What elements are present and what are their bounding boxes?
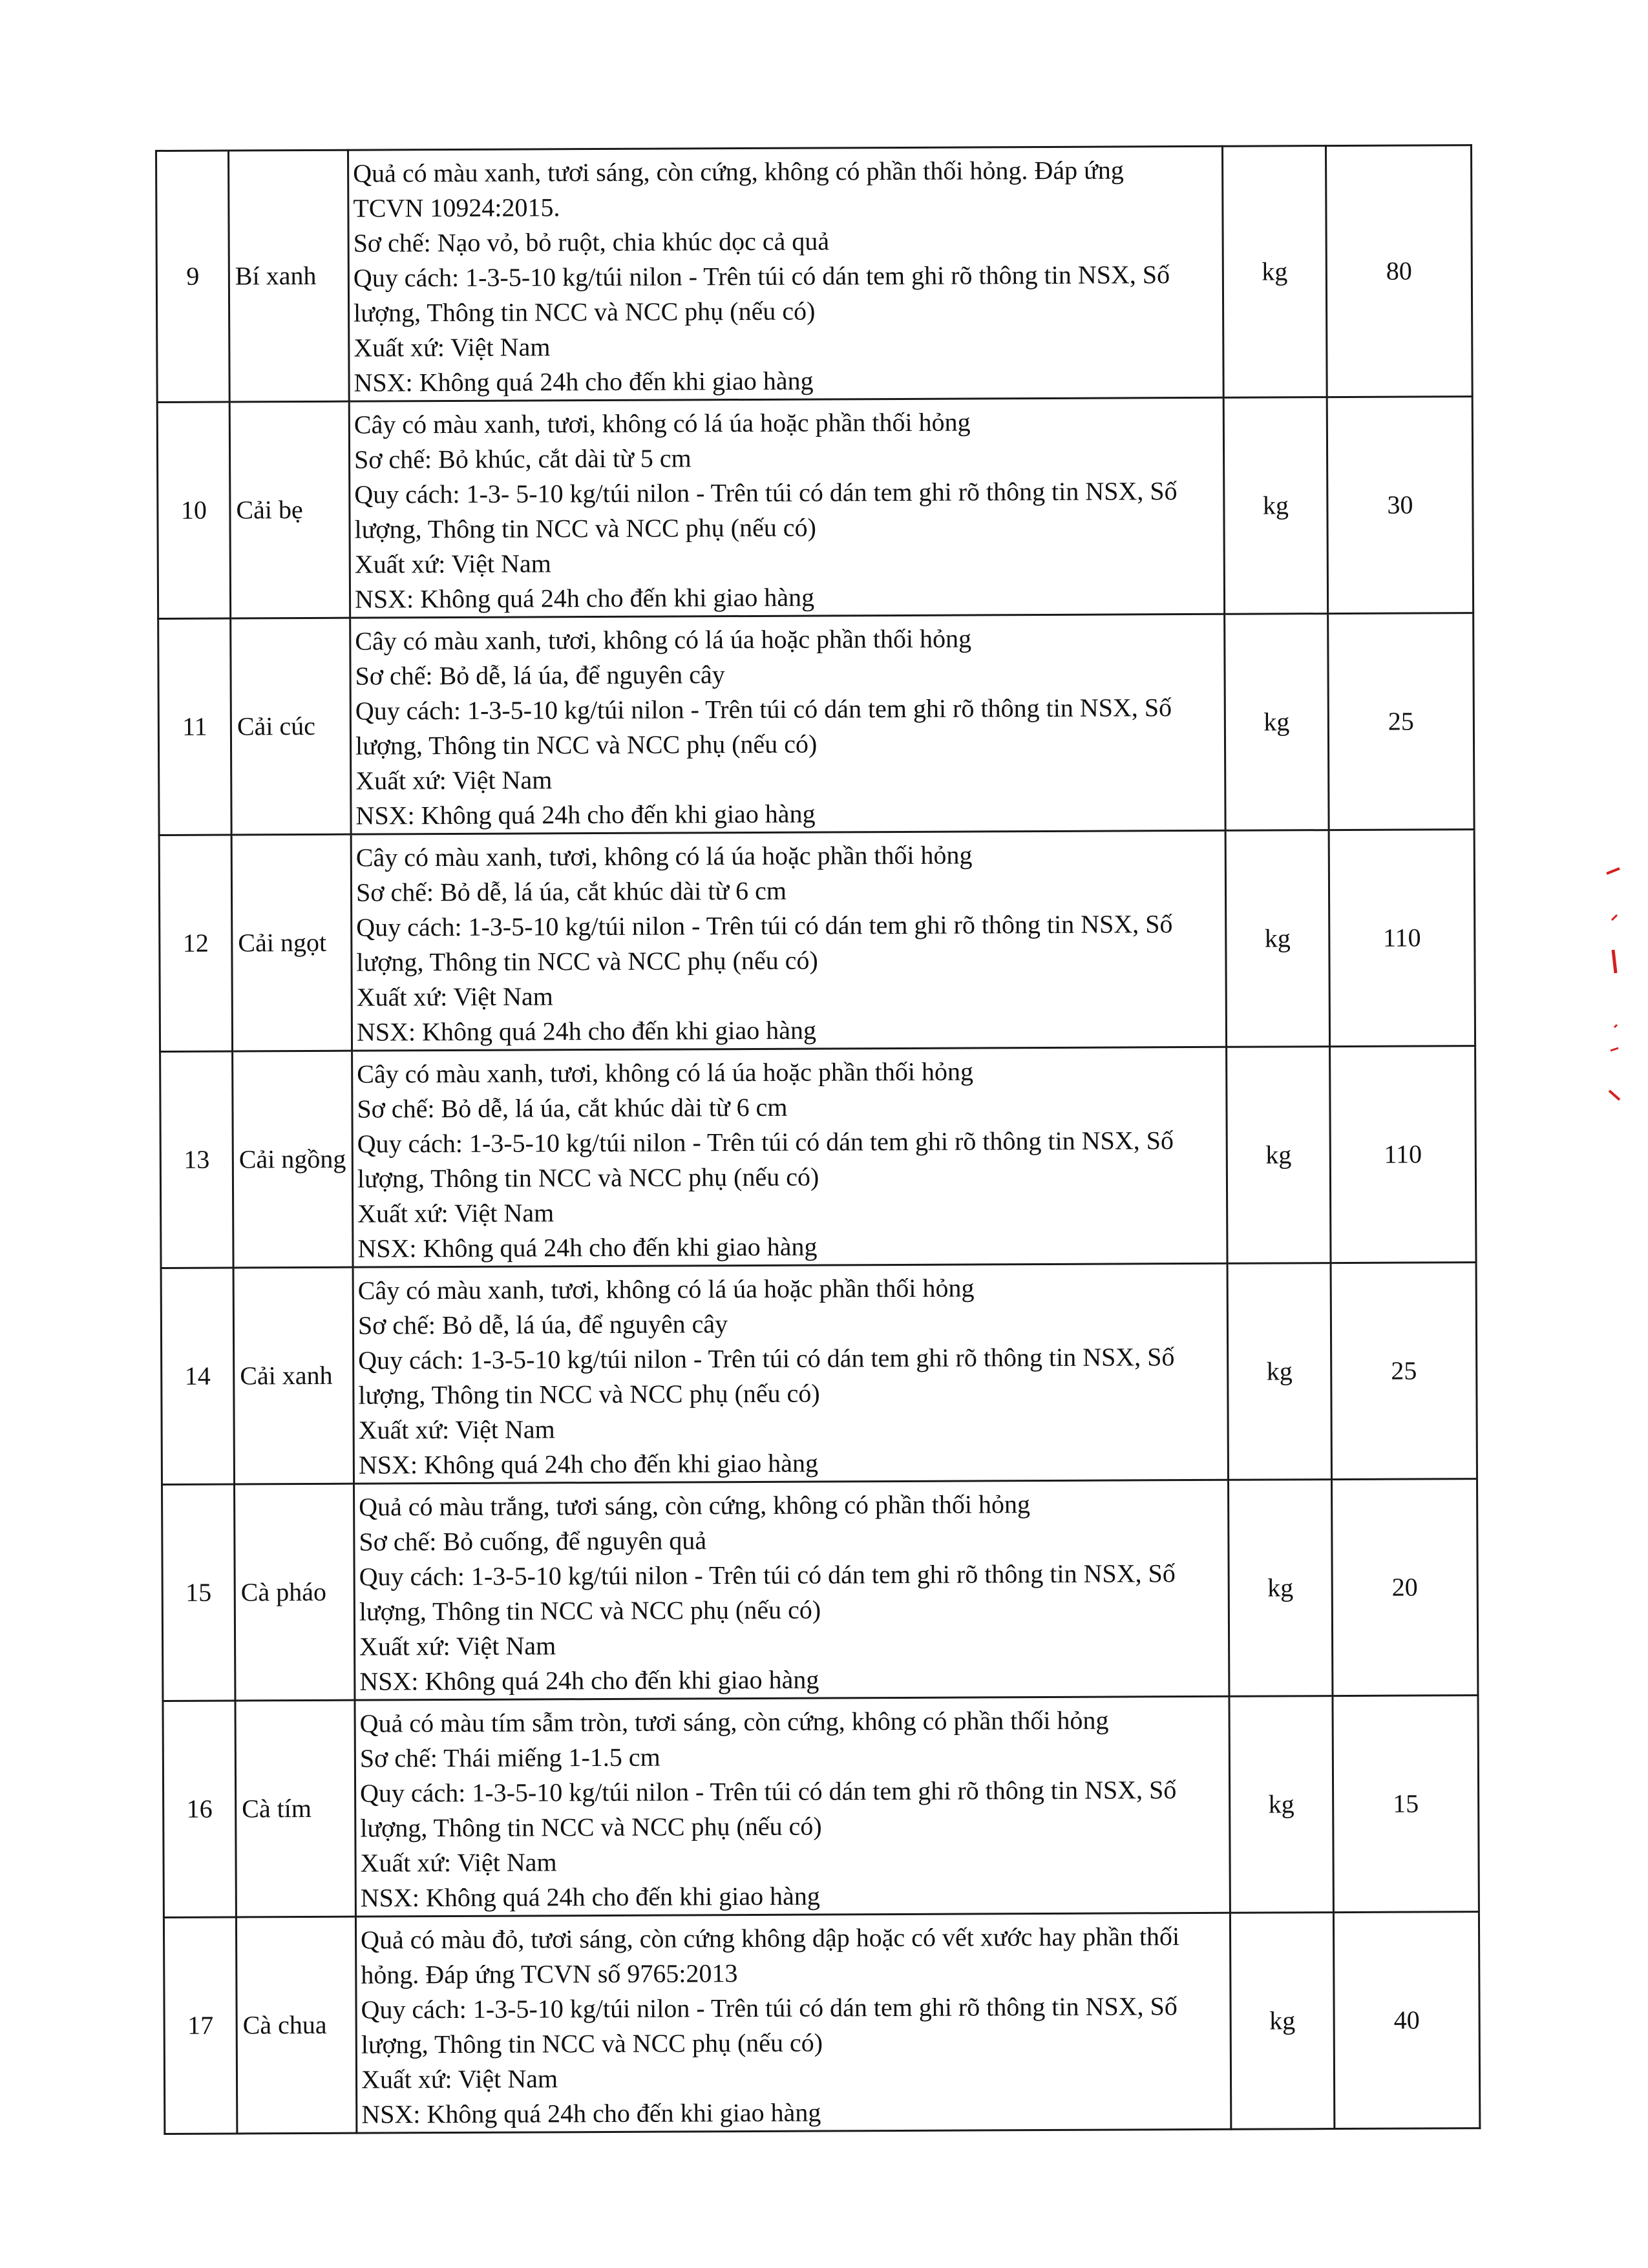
row-number: 14 xyxy=(161,1268,234,1484)
item-unit: kg xyxy=(1225,830,1329,1047)
table-row xyxy=(160,1046,1476,1268)
description-line: Quy cách: 1-3- 5-10 kg/túi nilon - Trên túi có dán tem ghi rõ thông tin NSX, Số xyxy=(354,476,1178,509)
item-quantity: 110 xyxy=(1330,1046,1476,1263)
item-quantity: 110 xyxy=(1329,830,1475,1047)
description-line: NSX: Không quá 24h cho đến khi giao hàng xyxy=(354,366,814,397)
description-line: Xuất xứ: Việt Nam xyxy=(354,549,551,579)
row-number: 10 xyxy=(157,402,230,618)
row-number: 16 xyxy=(163,1701,236,1917)
red-margin-marks xyxy=(1603,866,1629,1111)
description-line: lượng, Thông tin NCC và NCC phụ (nếu có) xyxy=(354,512,816,544)
description-line: NSX: Không quá 24h cho đến khi giao hàng xyxy=(354,582,815,614)
item-quantity: 15 xyxy=(1333,1696,1479,1913)
spec-table xyxy=(155,144,1481,2135)
table-row xyxy=(162,1479,1478,1701)
row-number: 9 xyxy=(156,151,230,402)
description-line: NSX: Không quá 24h cho đến khi giao hàng xyxy=(360,1881,820,1913)
table-row xyxy=(157,397,1473,619)
item-quantity: 30 xyxy=(1327,397,1473,614)
description-line: Sơ chế: Thái miếng 1-1.5 cm xyxy=(359,1742,660,1773)
table-row xyxy=(156,145,1473,403)
item-name: Cải xanh xyxy=(233,1267,354,1484)
item-name: Cải ngọt xyxy=(231,834,352,1051)
description-line: Sơ chế: Bỏ dễ, lá úa, để nguyên cây xyxy=(357,1309,728,1340)
description-line: Quy cách: 1-3-5-10 kg/túi nilon - Trên túi có dán tem ghi rõ thông tin NSX, Số xyxy=(359,1559,1176,1591)
description-line: Xuất xứ: Việt Nam xyxy=(356,982,553,1012)
item-description xyxy=(355,1913,1231,2133)
description-line: Quy cách: 1-3-5-10 kg/túi nilon - Trên túi có dán tem ghi rõ thông tin NSX, Số xyxy=(353,260,1170,293)
description-line: Quy cách: 1-3-5-10 kg/túi nilon - Trên túi có dán tem ghi rõ thông tin NSX, Số xyxy=(361,1991,1178,2024)
row-number: 13 xyxy=(160,1051,233,1268)
description-line: lượng, Thông tin NCC và NCC phụ (nếu có) xyxy=(355,729,818,761)
description-line: Xuất xứ: Việt Nam xyxy=(358,1414,555,1445)
item-quantity: 20 xyxy=(1331,1479,1477,1696)
description-line: Quy cách: 1-3-5-10 kg/túi nilon - Trên túi có dán tem ghi rõ thông tin NSX, Số xyxy=(355,693,1172,726)
description-line: lượng, Thông tin NCC và NCC phụ (nếu có) xyxy=(354,296,816,328)
description-line: Cây có màu xanh, tươi, không có lá úa hoặc phần thối hỏng xyxy=(355,840,973,872)
description-line: lượng, Thông tin NCC và NCC phụ (nếu có) xyxy=(357,1162,819,1193)
item-name: Cải cúc xyxy=(231,618,351,835)
description-line: NSX: Không quá 24h cho đến khi giao hàng xyxy=(359,1664,819,1696)
item-unit: kg xyxy=(1227,1047,1331,1264)
description-line: Quả có màu đỏ, tươi sáng, còn cứng không dập hoặc có vết xước hay phần thối xyxy=(360,1922,1180,1955)
description-line: Quy cách: 1-3-5-10 kg/túi nilon - Trên túi có dán tem ghi rõ thông tin NSX, Số xyxy=(358,1342,1175,1375)
description-line: NSX: Không quá 24h cho đến khi giao hàng xyxy=(361,2097,821,2129)
description-line: lượng, Thông tin NCC và NCC phụ (nếu có) xyxy=(356,945,818,977)
item-name: Cà chua xyxy=(236,1916,356,2134)
item-quantity: 80 xyxy=(1326,145,1472,397)
row-number: 15 xyxy=(162,1484,235,1701)
item-description xyxy=(355,1696,1230,1916)
description-line: lượng, Thông tin NCC và NCC phụ (nếu có) xyxy=(361,2028,823,2059)
description-line: lượng, Thông tin NCC và NCC phụ (nếu có) xyxy=(359,1595,821,1626)
description-line: TCVN 10924:2015. xyxy=(353,193,560,223)
item-quantity: 25 xyxy=(1331,1263,1477,1480)
description-line: lượng, Thông tin NCC và NCC phụ (nếu có) xyxy=(358,1378,820,1410)
item-description xyxy=(349,397,1224,618)
description-line: NSX: Không quá 24h cho đến khi giao hàng xyxy=(357,1232,818,1263)
item-unit: kg xyxy=(1229,1696,1333,1913)
item-quantity: 40 xyxy=(1333,1912,1479,2129)
item-description xyxy=(351,830,1226,1051)
item-unit: kg xyxy=(1228,1480,1332,1697)
table-row xyxy=(163,1696,1479,1918)
description-line: Cây có màu xanh, tươi, không có lá úa hoặc phần thối hỏng xyxy=(354,407,971,439)
description-line: Sơ chế: Bỏ khúc, cắt dài từ 5 cm xyxy=(354,443,692,474)
description-line: Quy cách: 1-3-5-10 kg/túi nilon - Trên túi có dán tem ghi rõ thông tin NSX, Số xyxy=(357,1126,1174,1159)
description-line: Quy cách: 1-3-5-10 kg/túi nilon - Trên túi có dán tem ghi rõ thông tin NSX, Số xyxy=(356,909,1173,942)
item-unit: kg xyxy=(1225,614,1329,831)
description-line: Cây có màu xanh, tươi, không có lá úa hoặc phần thối hỏng xyxy=(357,1056,974,1089)
row-number: 17 xyxy=(164,1917,237,2134)
description-line: Xuất xứ: Việt Nam xyxy=(355,765,553,795)
item-name: Bí xanh xyxy=(229,150,350,402)
row-number: 12 xyxy=(159,835,232,1051)
description-line: Xuất xứ: Việt Nam xyxy=(357,1198,555,1228)
description-line: NSX: Không quá 24h cho đến khi giao hàng xyxy=(356,1015,817,1047)
description-line: Sơ chế: Bỏ dễ, lá úa, cắt khúc dài từ 6 cm xyxy=(357,1092,788,1124)
item-unit: kg xyxy=(1222,146,1327,398)
description-line: Sơ chế: Nạo vỏ, bỏ ruột, chia khúc dọc cả quả xyxy=(353,226,830,258)
description-line: Xuất xứ: Việt Nam xyxy=(360,1847,557,1878)
description-line: Quả có màu tím sẫm tròn, tươi sáng, còn cứng, không có phần thối hỏng xyxy=(359,1705,1109,1738)
description-line: NSX: Không quá 24h cho đến khi giao hàng xyxy=(358,1448,818,1480)
description-line: Xuất xứ: Việt Nam xyxy=(359,1631,556,1661)
row-number: 11 xyxy=(158,618,231,835)
description-line: Cây có màu xanh, tươi, không có lá úa hoặc phần thối hỏng xyxy=(355,624,972,656)
description-line: Quả có màu xanh, tươi sáng, còn cứng, không có phần thối hỏng. Đáp ứng xyxy=(353,155,1124,188)
item-description xyxy=(348,146,1224,401)
description-line: Quả có màu trắng, tươi sáng, còn cứng, không có phần thối hỏng xyxy=(359,1489,1031,1522)
table-row xyxy=(164,1912,1479,2134)
item-unit: kg xyxy=(1223,397,1327,614)
item-name: Cải ngồng xyxy=(233,1051,353,1268)
description-line: Cây có màu xanh, tươi, không có lá úa hoặc phần thối hỏng xyxy=(357,1273,975,1305)
description-line: Sơ chế: Bỏ dễ, lá úa, để nguyên cây xyxy=(355,660,725,691)
table-row xyxy=(159,830,1475,1052)
item-description xyxy=(354,1480,1229,1700)
description-line: Xuất xứ: Việt Nam xyxy=(361,2064,558,2094)
description-line: lượng, Thông tin NCC và NCC phụ (nếu có) xyxy=(360,1811,822,1843)
description-line: Sơ chế: Bỏ cuống, để nguyên quả xyxy=(359,1526,707,1557)
table-row xyxy=(158,613,1474,835)
description-line: Xuất xứ: Việt Nam xyxy=(354,332,551,362)
item-description xyxy=(353,1263,1228,1484)
table-row xyxy=(161,1263,1477,1485)
description-line: Sơ chế: Bỏ dễ, lá úa, cắt khúc dài từ 6 cm xyxy=(355,876,787,907)
table-body xyxy=(156,145,1480,2134)
item-name: Cải bẹ xyxy=(229,401,350,618)
item-description xyxy=(352,1047,1227,1267)
item-name: Cà pháo xyxy=(235,1484,355,1701)
description-line: NSX: Không quá 24h cho đến khi giao hàng xyxy=(355,799,816,830)
item-unit: kg xyxy=(1230,1913,1334,2130)
item-unit: kg xyxy=(1227,1263,1331,1480)
item-name: Cà tím xyxy=(235,1700,355,1917)
item-quantity: 25 xyxy=(1328,613,1474,830)
item-description xyxy=(350,614,1225,834)
description-line: hỏng. Đáp ứng TCVN số 9765:2013 xyxy=(361,1958,738,1990)
description-line: Quy cách: 1-3-5-10 kg/túi nilon - Trên túi có dán tem ghi rõ thông tin NSX, Số xyxy=(360,1775,1177,1808)
